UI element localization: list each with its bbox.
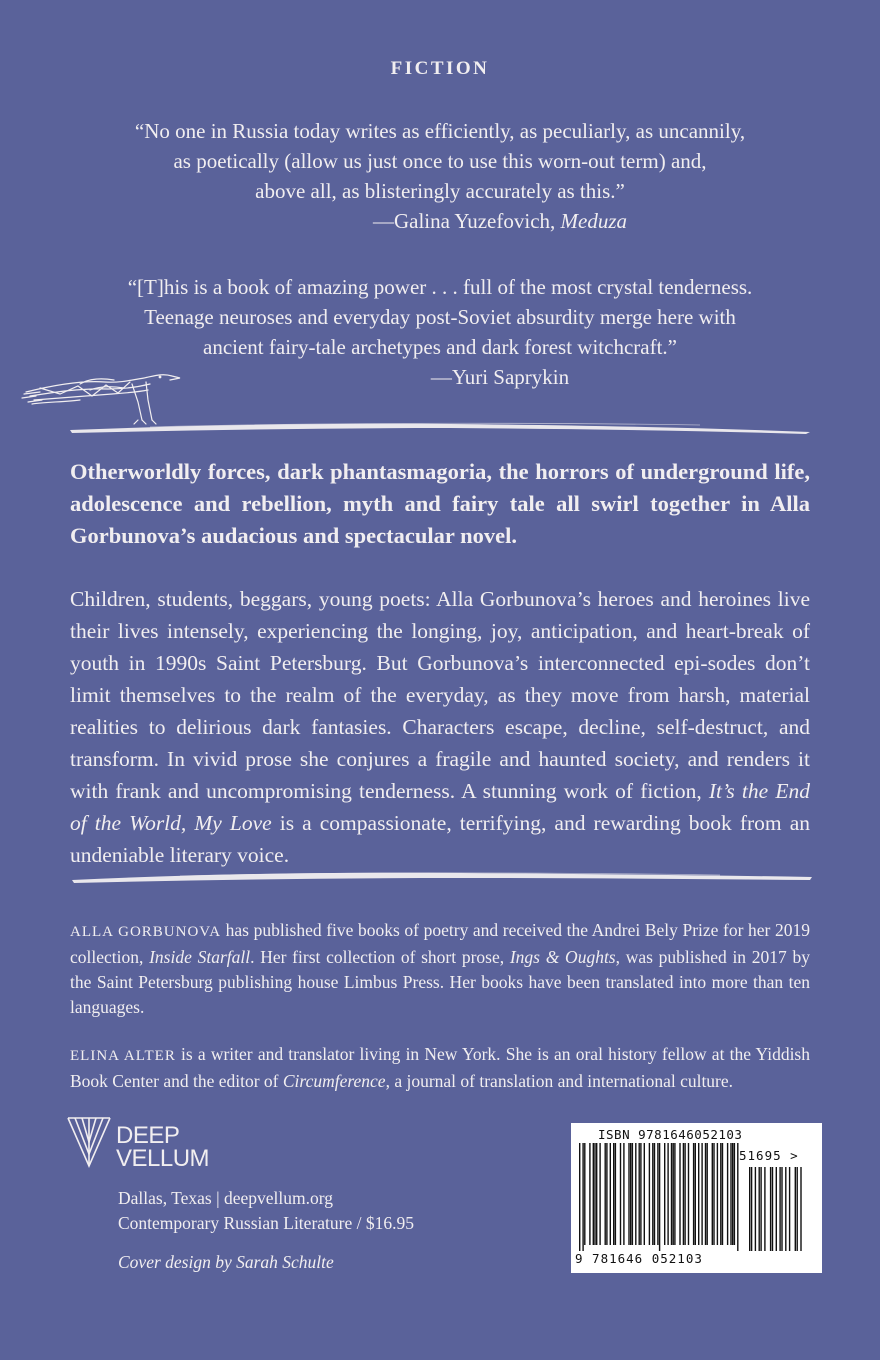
isbn-label: ISBN 9781646052103 [598, 1127, 743, 1142]
cover-credit: Cover design by Sarah Schulte [118, 1252, 334, 1272]
barcode-bar [639, 1143, 640, 1245]
barcode-bar [664, 1143, 665, 1245]
barcode-bar [596, 1143, 597, 1245]
barcode-bar [589, 1143, 590, 1245]
barcode-bar [717, 1143, 718, 1245]
barcode-bar [722, 1143, 723, 1245]
barcode-addon-bar [779, 1167, 780, 1251]
barcode-addon-bar [795, 1167, 796, 1251]
deep-vellum-logo-icon [66, 1114, 112, 1170]
quote-line: as poetically (allow us just once to use this worn-out term) and, [173, 149, 707, 173]
barcode-bar [652, 1143, 653, 1245]
barcode-bar [712, 1143, 713, 1245]
barcode-bar [644, 1143, 645, 1245]
publisher-logo [66, 1114, 236, 1174]
review-quote-1 [90, 116, 790, 236]
barcode-bar [727, 1143, 728, 1245]
barcode-bar [632, 1143, 633, 1245]
barcode-bar [582, 1143, 583, 1251]
barcode-bar [683, 1143, 684, 1245]
quote-line: ancient fairy-tale archetypes and dark forest witchcraft.” [203, 335, 677, 359]
brush-stroke-divider [0, 414, 880, 442]
barcode-bar [734, 1143, 735, 1245]
barcode-bar [720, 1143, 721, 1245]
barcode-bar [606, 1143, 607, 1245]
book-description: Children, students, beggars, young poets: Alla Gorbunova’s heroes and heroines live their lives intensely, experiencing the longing, joy, anticipation, and heart-break of youth in 1990s Saint Petersburg. But Gorbunova’s interconnected epi-sodes don’t limit themselves to the realm of the everyday, as they move from harsh, material realities to delirious dark fantasies. Characters escape, decline, self-destruct, and transform. In vivid prose she conjures a fragile and haunted society, and renders it with frank and uncompromising tenderness. A stunning work of fiction, It’s the End of the World, My Love is a compassionate, terrifying, and rewarding book from an undeniable literary voice. [70, 587, 810, 867]
barcode-bar [667, 1143, 668, 1245]
barcode-bar [684, 1143, 685, 1245]
brush-stroke-divider [0, 862, 880, 890]
barcode-bar [593, 1143, 594, 1245]
quote-line: “No one in Russia today writes as efficiently, as peculiarly, as uncannily, [134, 119, 746, 143]
quote-line: Teenage neuroses and everyday post-Soviet absurdity merge here with [144, 305, 736, 329]
barcode-bar [671, 1143, 672, 1245]
barcode-addon-bar [764, 1167, 765, 1251]
barcode-bar [615, 1143, 616, 1245]
series-price: Contemporary Russian Literature / $16.95 [118, 1213, 414, 1233]
barcode-bar [579, 1143, 580, 1251]
barcode-addon-bar [785, 1167, 786, 1251]
barcode-addon-bar [751, 1167, 752, 1251]
logo-text-line: VELLUM [116, 1145, 210, 1172]
barcode-bar [732, 1143, 733, 1245]
quote-attribution: —Galina Yuzefovich, Meduza [372, 209, 628, 233]
barcode-bar [649, 1143, 650, 1245]
barcode-addon-bar [797, 1167, 798, 1251]
barcode-addon-bar [789, 1167, 790, 1251]
barcode-addon-bar [781, 1167, 782, 1251]
barcode-bar [657, 1143, 658, 1245]
barcode-addon-bar [749, 1167, 750, 1251]
publisher-location: Dallas, Texas | deepvellum.org [118, 1188, 333, 1208]
barcode-bar [705, 1143, 706, 1245]
barcode-bar [599, 1143, 600, 1245]
barcode [571, 1123, 822, 1273]
review-quote-2 [90, 272, 790, 392]
barcode-bar [688, 1143, 689, 1245]
barcode-bar [707, 1143, 708, 1245]
barcode-bar [605, 1143, 606, 1245]
barcode-bar [630, 1143, 631, 1245]
barcode-addon-bar [770, 1167, 771, 1251]
barcode-addon-bar [800, 1167, 801, 1251]
barcode-bar [674, 1143, 675, 1245]
quote-line: above all, as blisteringly accurately as this.” [255, 179, 625, 203]
lede-paragraph: Otherworldly forces, dark phantasmagoria, the horrors of underground life, adolescence and rebellion, myth and fairy tale all swirl together in Alla Gorbunova’s audacious and spectacular novel. [70, 459, 810, 548]
barcode-bar [693, 1143, 694, 1245]
barcode-digits: 9 781646 052103 [575, 1251, 703, 1266]
barcode-bar [613, 1143, 614, 1245]
quote-attribution: —Yuri Saprykin [430, 365, 570, 389]
barcode-bar [701, 1143, 702, 1245]
barcode-bar [635, 1143, 636, 1245]
barcode-bar [730, 1143, 731, 1245]
barcode-bar [628, 1143, 629, 1245]
barcode-bar [620, 1143, 621, 1245]
barcode-addon-bar [776, 1167, 777, 1251]
author-bio: ALLA GORBUNOVA has published five books of poetry and received the Andrei Bely Prize for her 2019 collection, Inside Starfall. Her first collection of short prose, Ings & Oughts, was published in 2017 by the Saint Petersburg publishing house Limbus Press. Her books have been translated into more than ten languages. [70, 920, 811, 1017]
barcode-addon-bar [760, 1167, 761, 1251]
barcode-bar [695, 1143, 696, 1245]
barcode-bar [594, 1143, 595, 1245]
barcode-bar [679, 1143, 680, 1245]
genre-label: FICTION [390, 58, 490, 79]
barcode-bar [698, 1143, 699, 1245]
translator-bio: ELINA ALTER is a writer and translator living in New York. She is an oral history fellow at the Yiddish Book Center and the editor of Circumference, a journal of translation and international culture. [70, 1044, 810, 1091]
barcode-bar [584, 1143, 585, 1245]
publisher-info [118, 1186, 414, 1236]
barcode-bar [713, 1143, 714, 1245]
barcode-addon-bar [759, 1167, 760, 1251]
barcode-bar [610, 1143, 611, 1245]
barcode-bar [640, 1143, 641, 1245]
barcode-addon-bar [755, 1167, 756, 1251]
author-name: ALLA GORBUNOVA [70, 924, 222, 940]
barcode-bar [673, 1143, 674, 1245]
barcode-bar [623, 1143, 624, 1245]
price-code: 51695 > [739, 1148, 799, 1163]
logo-text-line: DEEP [116, 1122, 180, 1149]
quote-line: “[T]his is a book of amazing power . . . full of the most crystal tenderness. [127, 275, 753, 299]
barcode-bar [654, 1143, 655, 1245]
publication-name: Meduza [560, 209, 628, 233]
translator-name: ELINA ALTER [70, 1048, 176, 1064]
barcode-addon-bar [772, 1167, 773, 1251]
barcode-bar [659, 1143, 660, 1251]
book-title: It’s the End of the World, My Love [70, 779, 810, 835]
